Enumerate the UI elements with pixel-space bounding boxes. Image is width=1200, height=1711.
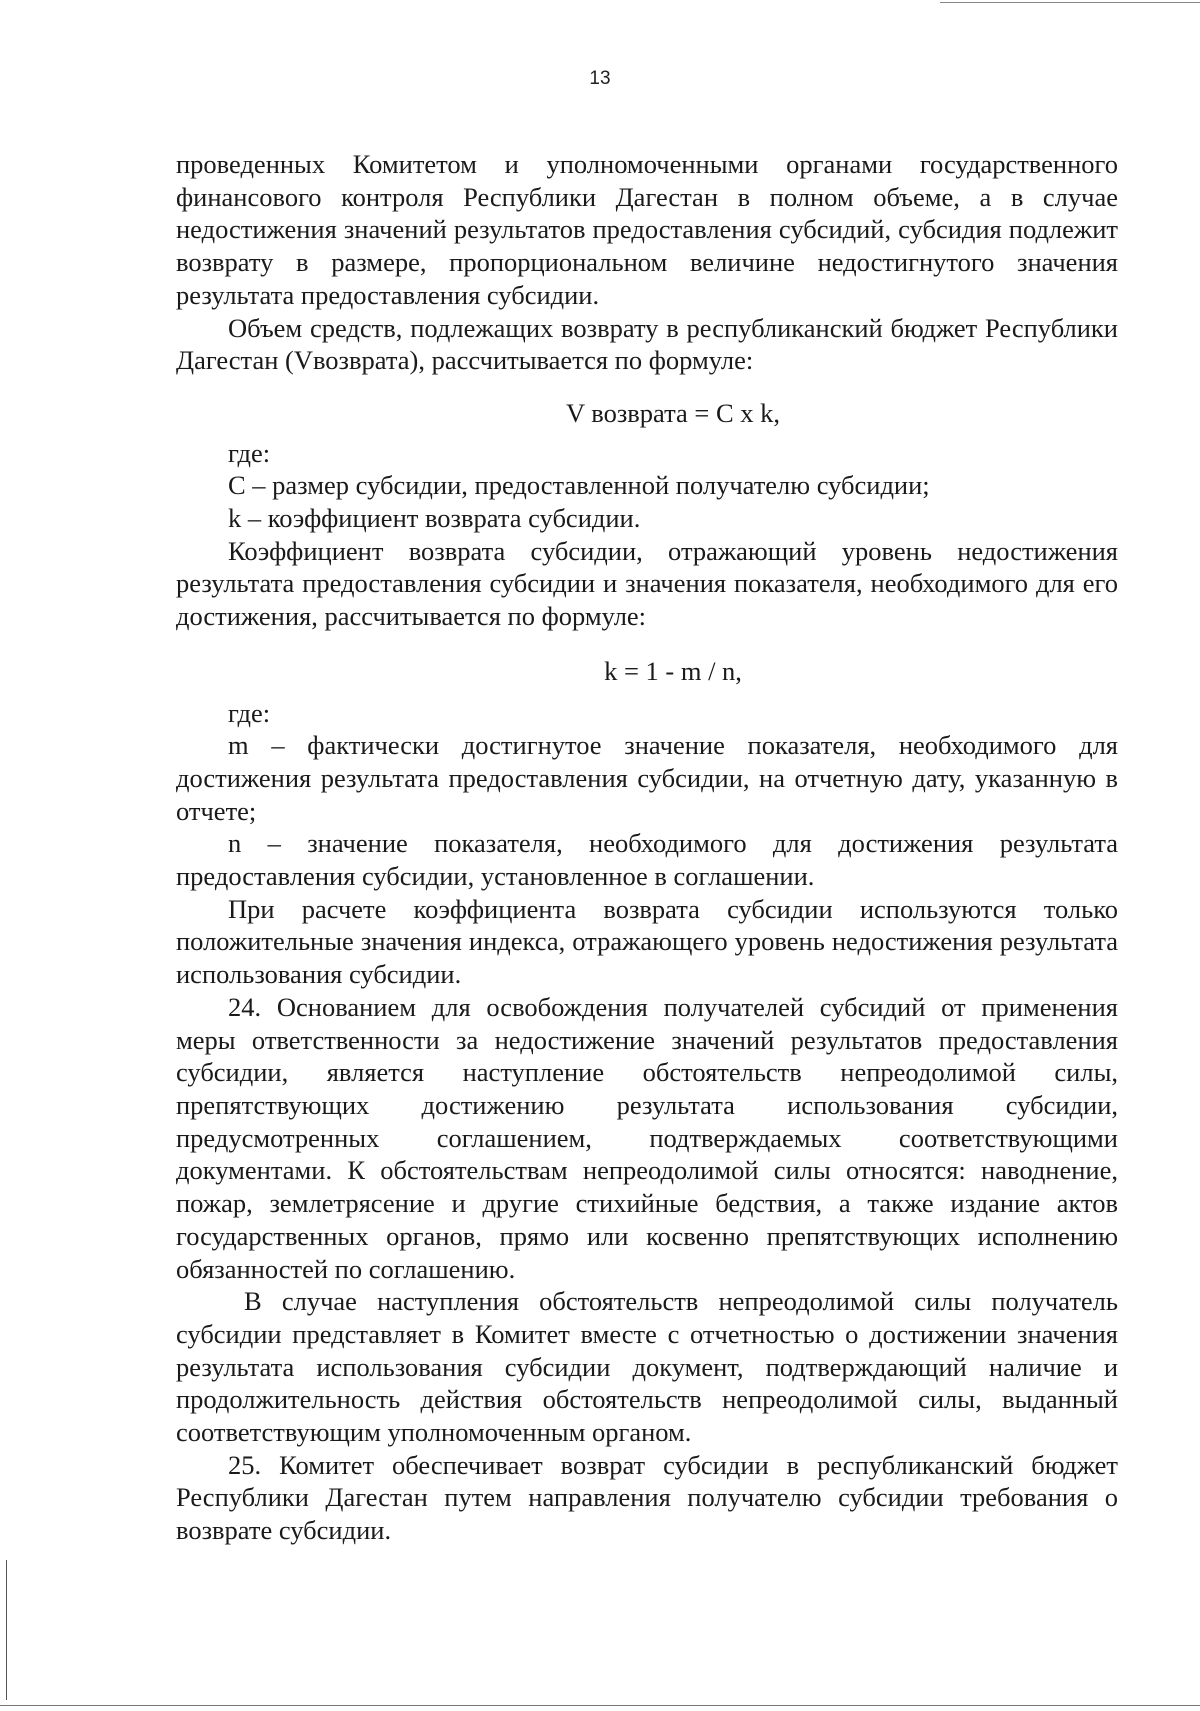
paragraph-def-m: m – фактически достигнутое значение показателя, необходимого для достижения результата предоставления субсидии, на отчетную дату, указанную в отчете; [176,730,1118,826]
paragraph-item-25: 25. Комитет обеспечивает возврат субсидии в республиканский бюджет Республики Дагестан путем направления получателю субсидии требования о возврате субсидии. [176,1449,1118,1546]
formula-k: k = 1 - m / n, [604,655,742,686]
paragraph-def-c: С – размер субсидии, предоставленной получателю субсидии; [228,470,930,501]
paragraph-def-k: k – коэффициент возврата субсидии. [228,503,641,534]
paragraph-where-1: где: [228,437,271,468]
scan-edge-left [6,1560,7,1700]
scan-edge-top [940,2,1200,3]
paragraph-coefficient: Коэффициент возврата субсидии, отражающий уровень недостижения результата предоставления субсидии и значения показателя, необходимого для его достижения, рассчитывается по формуле: [176,535,1118,632]
paragraph-where-2: где: [228,697,271,728]
document-body [176,148,1118,1547]
scan-edge-bottom [0,1705,1200,1706]
paragraph-def-n: n – значение показателя, необходимого для достижения результата предоставления субсидии, установленное в соглашении. [176,828,1118,892]
paragraph-force-majeure: В случае наступления обстоятельств непреодолимой силы получатель субсидии представляет в Комитет вместе с отчетностью о достижении значения результата использования субсидии документ, подтверждающий наличие и продолжительность действия обстоятельств непреодолимой силы, выданный соответствующим уполномоченным органом. [176,1286,1118,1448]
paragraph-1: проведенных Комитетом и уполномоченными органами государственного финансового контроля Республики Дагестан в полном объеме, а в случае недостижения значений результатов предоставления субсидий, субсидия подлежит возврату в размере, пропорциональном величине недостигнутого значения результата предоставления субсидии. [176,149,1118,310]
formula-v-return: V возврата = С х k, [565,397,781,428]
paragraph-item-24: 24. Основанием для освобождения получателей субсидий от применения меры ответственности за недостижение значений результатов предоставления субсидии, является наступление обстоятельств непреодолимой силы, препятствующих достижению результата использования субсидии, предусмотренных соглашением, подтверждаемых соответствующими документами. К обстоятельствам непреодолимой силы относятся: наводнение, пожар, землетрясение и другие стихийные бедствия, а также издание актов государственных органов, прямо или косвенно препятствующих исполнению обязанностей по соглашению. [176,991,1118,1284]
paragraph-2: Объем средств, подлежащих возврату в республиканский бюджет Республики Дагестан (Vвозврата), рассчитывается по формуле: [176,312,1118,376]
page-number: 13 [589,68,611,89]
paragraph-positive-values: При расчете коэффициента возврата субсидии используются только положительные значения индекса, отражающего уровень недостижения результата использования субсидии. [176,893,1118,990]
